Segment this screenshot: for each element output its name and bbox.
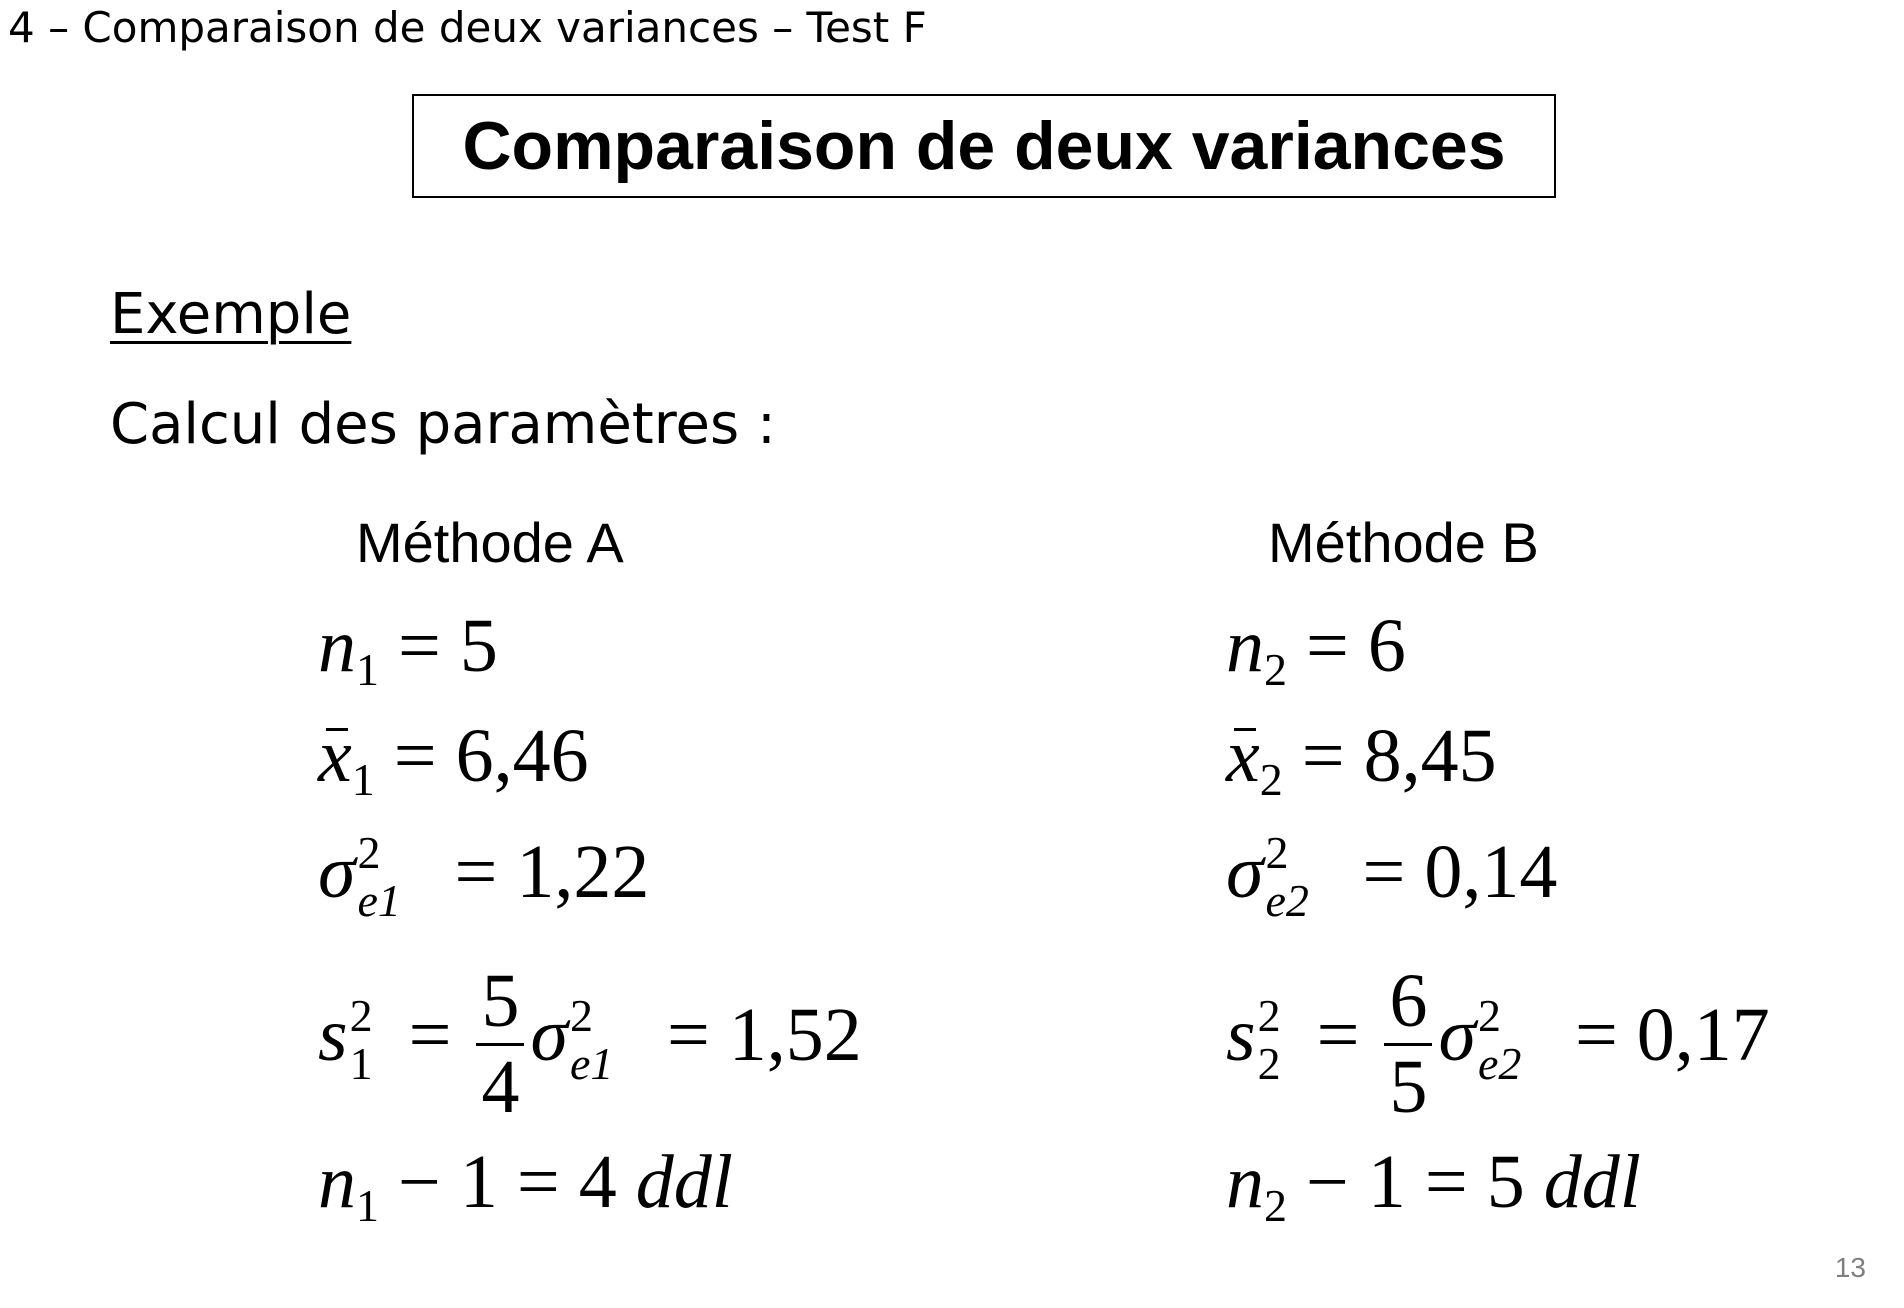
example-heading: Exemple [110, 282, 352, 347]
page-number: 13 [1834, 1252, 1866, 1283]
header-title: 4 – Comparaison de deux variances – Test F [8, 3, 927, 52]
method-a-ddl: $n_1 - 1 = 4$ ddl [318, 1140, 733, 1231]
slide-title-text: Comparaison de deux variances [462, 108, 1506, 184]
method-b-label: Méthode B [1268, 511, 1539, 574]
method-b-mean: $x_2 = 8,45$ [1226, 706, 1497, 806]
method-b-ddl: $n_2 - 1 = 5$ ddl [1226, 1140, 1641, 1231]
method-a-mean: $x_1 = 6,46$ [318, 706, 589, 806]
method-a-label: Méthode A [356, 511, 624, 574]
method-b-variance: σ 2 e2 = 0,14 [1226, 826, 1558, 926]
method-a-variance: σ 2 e1 = 1,22 [318, 826, 650, 926]
method-b-s2: s 2 2 = $\frac{6}{5}$ σ 2 e2 = 0,17 [1226, 958, 1770, 1129]
method-b-n: $n_2 = 6$ [1226, 604, 1406, 695]
method-a-n: $n_1 = 5$ [318, 604, 498, 695]
method-a-s2: s 2 1 = $\frac{5}{4}$ σ 2 e1 = 1,52 [318, 958, 862, 1129]
calc-heading: Calcul des paramètres : [110, 392, 776, 457]
slide-title [412, 94, 1556, 198]
